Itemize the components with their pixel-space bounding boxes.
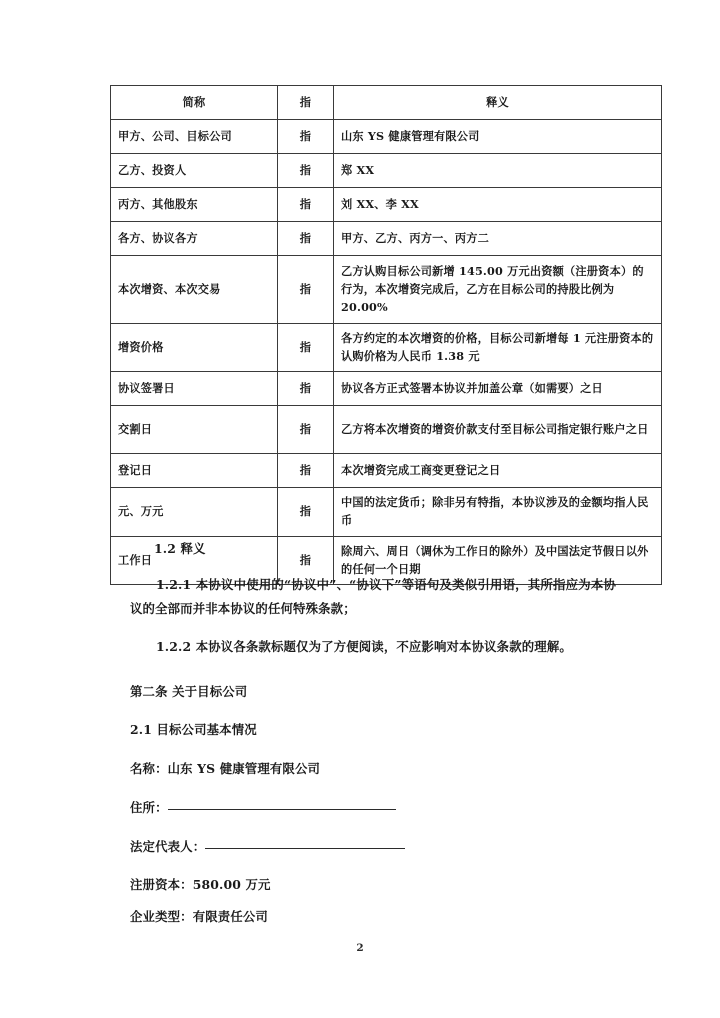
cell-definition: 乙方将本次增资的增资价款支付至目标公司指定银行账户之日: [334, 406, 662, 454]
field-registered-capital-value: 580.00 万元: [192, 877, 271, 892]
cell-term: 元、万元: [111, 488, 278, 536]
cell-term: 丙方、其他股东: [111, 188, 278, 222]
cell-definition: 乙方认购目标公司新增 145.00 万元出资额（注册资本）的行为，本次增资完成后，乙方在目标公司的持股比例为 20.00%: [334, 256, 662, 324]
definitions-table: [110, 85, 662, 585]
article-2-heading: 第二条 关于目标公司: [130, 684, 248, 699]
field-address-blank[interactable]: [168, 808, 396, 810]
table-row: [111, 372, 662, 406]
cell-term: 乙方、投资人: [111, 154, 278, 188]
table-row: [111, 488, 662, 536]
field-enterprise-type-label: 企业类型：: [130, 909, 193, 924]
column-header-definition: 释义: [334, 86, 662, 120]
cell-means: 指: [278, 406, 334, 454]
cell-means: 指: [278, 188, 334, 222]
field-enterprise-type: [130, 905, 616, 929]
cell-definition: 山东 YS 健康管理有限公司: [334, 120, 662, 154]
cell-means: 指: [278, 372, 334, 406]
column-header-term: 简称: [111, 86, 278, 120]
cell-term: 增资价格: [111, 324, 278, 372]
cell-term: 各方、协议各方: [111, 222, 278, 256]
clause-2-1-heading: 2.1 目标公司基本情况: [130, 722, 257, 737]
field-legal-representative-blank[interactable]: [205, 847, 405, 849]
cell-term: 本次增资、本次交易: [111, 256, 278, 324]
cell-term: 工作日: [111, 536, 278, 584]
field-company-name: [130, 757, 616, 781]
cell-definition: 各方约定的本次增资的价格，目标公司新增每 1 元注册资本的认购价格为人民币 1.38 元: [334, 324, 662, 372]
cell-means: 指: [278, 120, 334, 154]
cell-term: 协议签署日: [111, 372, 278, 406]
table-row: [111, 120, 662, 154]
table-row: [111, 154, 662, 188]
cell-means: 指: [278, 256, 334, 324]
table-row: [111, 324, 662, 372]
field-legal-representative: [130, 835, 616, 859]
table-row: [111, 454, 662, 488]
field-address: [130, 796, 616, 820]
cell-term: 登记日: [111, 454, 278, 488]
field-registered-capital: [130, 873, 616, 897]
table-header-row: [111, 86, 662, 120]
cell-means: 指: [278, 488, 334, 536]
field-registered-capital-label: 注册资本：: [130, 877, 193, 892]
field-company-name-value: 山东 YS 健康管理有限公司: [167, 761, 321, 776]
cell-means: 指: [278, 536, 334, 584]
field-address-label: 住所：: [130, 800, 168, 815]
cell-definition: 甲方、乙方、丙方一、丙方二: [334, 222, 662, 256]
cell-term: 甲方、公司、目标公司: [111, 120, 278, 154]
table-row: [111, 406, 662, 454]
table-row: [111, 256, 662, 324]
section-heading-1-2: 1.2 释义: [154, 541, 206, 556]
cell-term: 交割日: [111, 406, 278, 454]
field-legal-representative-label: 法定代表人：: [130, 839, 206, 854]
page-number: 2: [356, 942, 364, 954]
cell-means: 指: [278, 454, 334, 488]
cell-definition: 郑 XX: [334, 154, 662, 188]
field-company-name-label: 名称：: [130, 761, 168, 776]
cell-definition: 除周六、周日（调休为工作日的除外）及中国法定节假日以外的任何一个日期: [334, 536, 662, 584]
cell-means: 指: [278, 154, 334, 188]
table-row: [111, 222, 662, 256]
cell-means: 指: [278, 324, 334, 372]
column-header-means: 指: [278, 86, 334, 120]
cell-definition: 协议各方正式签署本协议并加盖公章（如需要）之日: [334, 372, 662, 406]
clause-1-2-2: 1.2.2 本协议各条款标题仅为了方便阅读，不应影响对本协议条款的理解。: [156, 639, 572, 654]
clause-1-2-1: 1.2.1 本协议中使用的“协议中”、“协议下”等语句及类似引用语，其所指应为本协议的全部而并非本协议的任何特殊条款；: [130, 577, 616, 617]
cell-means: 指: [278, 222, 334, 256]
field-enterprise-type-value: 有限责任公司: [192, 909, 268, 924]
table-row: [111, 188, 662, 222]
cell-definition: 刘 XX、李 XX: [334, 188, 662, 222]
cell-definition: 本次增资完成工商变更登记之日: [334, 454, 662, 488]
cell-definition: 中国的法定货币；除非另有特指，本协议涉及的金额均指人民币: [334, 488, 662, 536]
